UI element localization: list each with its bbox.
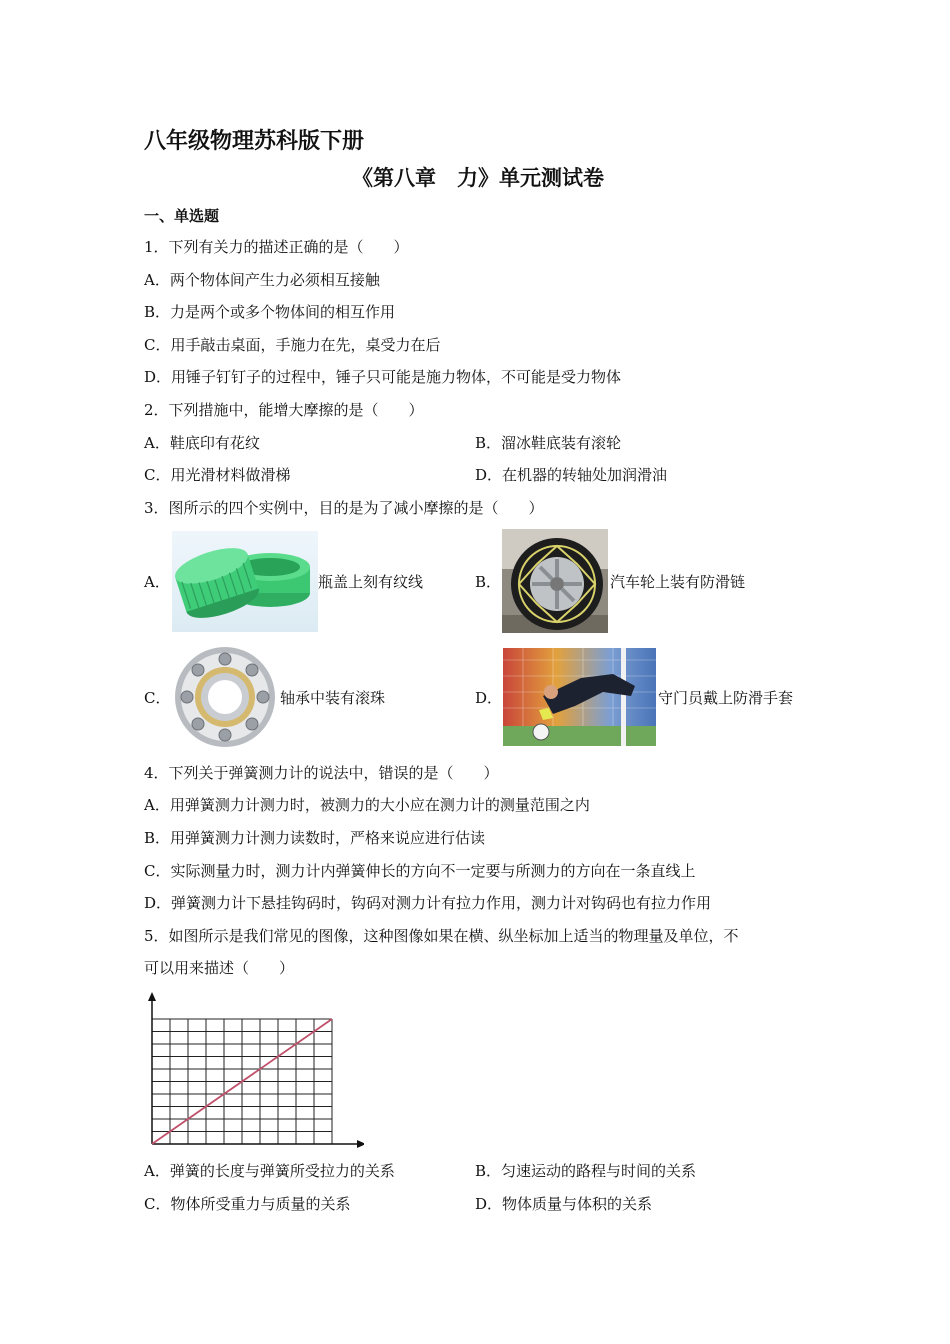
q3-option-d-letter: D．	[475, 689, 503, 707]
q5-stem-line1: 5．如图所示是我们常见的图像，这种图像如果在横、纵坐标加上适当的物理量及单位，不	[144, 927, 739, 945]
q5-stem-line2: 可以用来描述（ ）	[144, 959, 295, 977]
doc-title: 八年级物理苏科版下册	[144, 129, 365, 154]
q1-stem: 1．下列有关力的描述正确的是（ ）	[144, 238, 409, 256]
q3-option-a-text: 瓶盖上刻有纹线	[318, 573, 424, 591]
q4-option-a: A．用弹簧测力计测力时，被测力的大小应在测力计的测量范围之内	[144, 796, 590, 814]
q2-option-a: A．鞋底印有花纹	[144, 434, 260, 452]
q1-option-a: A．两个物体间产生力必须相互接触	[144, 271, 380, 289]
q3-option-d-text: 守门员戴上防滑手套	[658, 689, 794, 707]
q4-option-d: D．弹簧测力计下悬挂钩码时，钩码对测力计有拉力作用，测力计对钩码也有拉力作用	[144, 894, 712, 912]
q5-option-a: A．弹簧的长度与弹簧所受拉力的关系	[144, 1162, 395, 1180]
q2-option-b: B．溜冰鞋底装有滚轮	[475, 434, 622, 452]
q5-option-b: B．匀速运动的路程与时间的关系	[475, 1162, 697, 1180]
q4-stem: 4．下列关于弹簧测力计的说法中，错误的是（ ）	[144, 764, 499, 782]
q3-option-c-text: 轴承中装有滚珠	[280, 689, 386, 707]
q5-option-c: C．物体所受重力与质量的关系	[144, 1195, 351, 1213]
doc-subtitle: 《第八章 力》单元测试卷	[352, 166, 604, 190]
section-heading: 一、单选题	[144, 207, 220, 225]
q4-option-c: C．实际测量力时，测力计内弹簧伸长的方向不一定要与所测力的方向在一条直线上	[144, 862, 696, 880]
q4-option-b: B．用弹簧测力计测力读数时，严格来说应进行估读	[144, 829, 486, 847]
q3-option-b-letter: B．	[475, 573, 502, 591]
q2-stem: 2．下列措施中，能增大摩擦的是（ ）	[144, 401, 424, 419]
q3-option-b-text: 汽车轮上装有防滑链	[610, 573, 746, 591]
bottle-caps-image	[172, 531, 318, 632]
q2-option-c: C．用光滑材料做滑梯	[144, 466, 291, 484]
q1-option-d: D．用锤子钉钉子的过程中，锤子只可能是施力物体，不可能是受力物体	[144, 368, 622, 386]
bearing-image	[172, 643, 278, 751]
goalkeeper-image	[503, 648, 656, 746]
y-axis-arrow	[148, 992, 156, 1001]
linear-graph-svg	[142, 990, 364, 1150]
linear-graph	[142, 990, 364, 1150]
q3-option-c-letter: C．	[144, 689, 171, 707]
q5-option-d: D．物体质量与体积的关系	[475, 1195, 653, 1213]
tire-chain-image	[502, 529, 608, 633]
q1-option-b: B．力是两个或多个物体间的相互作用	[144, 303, 396, 321]
q3-option-a-letter: A．	[144, 573, 170, 591]
q2-option-d: D．在机器的转轴处加润滑油	[475, 466, 668, 484]
q3-stem: 3．图所示的四个实例中，目的是为了减小摩擦的是（ ）	[144, 499, 544, 517]
q1-option-c: C．用手敲击桌面，手施力在先，桌受力在后	[144, 336, 441, 354]
x-axis-arrow	[357, 1140, 364, 1148]
